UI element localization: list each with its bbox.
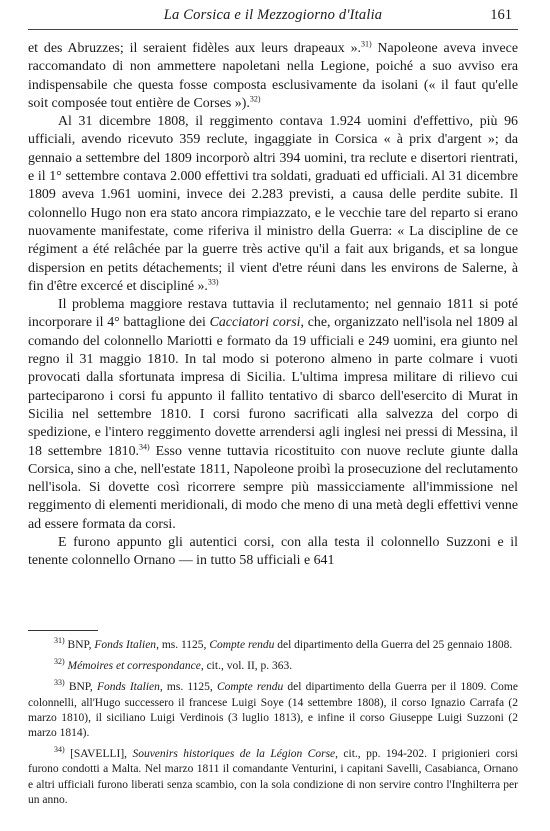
paragraph-text: Esso venne tuttavia ricostituito con nuove reclute giunte dalla Corsica, sino a che, nell'estate 1811, Napoleone proibì la prosecuzione del reclutamento nell'isola. Si dovette così ricorrere sempre più massicciamente all'immissione nel reggimento di elementi meridionali, di modo che meno di una metà degli effettivi venne ad essere formata da corsi. bbox=[28, 443, 518, 532]
footnote-34 bbox=[28, 747, 518, 808]
footnote-33 bbox=[28, 680, 518, 741]
footnotes bbox=[28, 638, 518, 814]
footnote-italic: Fonds Italien bbox=[96, 681, 160, 694]
footnote-text: del dipartimento della Guerra per il 1809. Come colonnelli, all'Hugo successero il francese Luigi Soye (14 settembre 1808), il corso Ignazio Carrafa (2 marzo 1810), il siciliano Luigi Verdinois (3 luglio 1813), e infine il corso Giuseppe Luigi Suzzoni (2 marzo 1814). bbox=[28, 681, 518, 740]
paragraph-text: et des Abruzzes; il seraient fidèles aux leurs drapeaux ». bbox=[28, 41, 361, 56]
paragraph-text: Napoleone aveva invece raccomandato di non ammettere napoletani nella Legione, poiché a suo avviso era indispensabile che questa fosse composta esclusivamente da isolani (« il faut qu'elle soit composée tout entière de Corses »). bbox=[28, 41, 519, 111]
footnote-text: BNP, bbox=[68, 681, 97, 694]
footnote-text: , cit., pp. 194-202. I prigionieri corsi furono condotti a Malta. Nel marzo 1811 il comandante Venturini, i capitani Savelli, Casabianca, Ornano e altri ufficiali furono liberati senza scambio, con la sola condizione di non servire contro l'Inghilterra per un anno. bbox=[28, 748, 518, 806]
footnote-ref: 32) bbox=[249, 94, 261, 104]
footnote-ref: 34) bbox=[139, 441, 150, 451]
running-title: La Corsica e il Mezzogiorno d'Italia bbox=[163, 7, 383, 23]
footnote-text: , ms. 1125, bbox=[156, 639, 210, 651]
italic-title: Cacciatori corsi bbox=[209, 315, 301, 331]
footnote-text: BNP, bbox=[67, 639, 95, 651]
footnote-31 bbox=[28, 638, 518, 653]
paragraph-3 bbox=[28, 296, 518, 534]
footnote-divider bbox=[28, 630, 98, 631]
paragraph-2 bbox=[28, 113, 518, 296]
footnote-number: 34) bbox=[54, 745, 65, 755]
footnote-italic: Fonds Italien bbox=[94, 639, 157, 651]
footnote-italic: Mémoires et correspondance bbox=[67, 660, 201, 673]
footnote-text: [SAVELLI], bbox=[70, 748, 133, 761]
footnote-number: 33) bbox=[54, 678, 65, 688]
footnote-italic: Souvenirs historiques de la Légion Corse bbox=[132, 748, 336, 761]
paragraph-text: , che, organizzato nell'isola nel 1809 al comando del colonnello Mariotti e formato da 19 ufficiali e 249 uomini, era giunto nel regno il 31 maggio 1810. In tal modo si poterono almeno in parte colmare i vuoti provocati dalla sfortunata impresa di Sicilia. L'ultima impresa militare di rilievo cui parteciparono i corsi fu appunto il fallito tentativo di sbarco dell'esercito di Murat in Sicilia nel settembre 1810. I corsi furono sacrificati alla salvezza del corpo di spedizione, e l'intero reggimento dovette arrendersi agli inglesi nei pressi di Messina, il 18 settembre 1810. bbox=[28, 315, 519, 459]
paragraph-4 bbox=[28, 534, 518, 571]
page-number: 161 bbox=[490, 7, 512, 23]
footnote-text: del dipartimento della Guerra del 25 gennaio 1808. bbox=[274, 639, 513, 651]
paragraph-1 bbox=[28, 40, 518, 113]
footnote-ref: 33) bbox=[207, 277, 219, 287]
page-header bbox=[28, 7, 518, 30]
paragraph-text: Al 31 dicembre 1808, il reggimento contava 1.924 uomini d'effettivo, più 96 ufficiali, avendo ricevuto 359 reclute, ingaggiate in Corsica « à prix d'argent »; da gennaio a settembre del 1809 incorporò altri 394 uomini, tra reclute e disertori rientrati, e il 1° settembre contava 2.000 effettivi tra soldati, graduati ed ufficiali. Al 31 dicembre 1809 aveva 1.961 uomini, invece dei 2.283 previsti, a causa delle perdite subite. Il colonnello Hugo non era stato ancora rimpiazzato, e le vecchie tare del reparto si erano nuovamente manifestate, come riferiva il ministro della Guerra: « La discipline de ce régiment a été relâchée par la guerre très active qu'il a fait aux brigands, et sa longue dispersion en petits détachements; il vient d'etre réuni dans les environs de Salerne, à fin d'être excercé et discipliné ». bbox=[28, 114, 518, 294]
footnote-number: 31) bbox=[54, 636, 65, 646]
footnote-number: 32) bbox=[54, 657, 65, 667]
footnote-italic: Compte rendu bbox=[209, 639, 275, 651]
paragraph-text: E furono appunto gli autentici corsi, con alla testa il colonnello Suzzoni e il tenente colonnello Ornano — in tutto 58 ufficiali e 641 bbox=[28, 535, 518, 569]
footnote-text: , ms. 1125, bbox=[159, 681, 217, 694]
footnote-text: , cit., vol. II, p. 363. bbox=[200, 660, 293, 673]
paragraph-text: Il problema maggiore restava tuttavia il reclutamento; nel gennaio 1811 si poté incorporare il 4° battaglione dei bbox=[28, 297, 518, 331]
main-text bbox=[28, 40, 518, 571]
footnote-32 bbox=[28, 659, 518, 674]
footnote-ref: 31) bbox=[361, 39, 372, 49]
footnote-italic: Compte rendu bbox=[216, 681, 284, 694]
